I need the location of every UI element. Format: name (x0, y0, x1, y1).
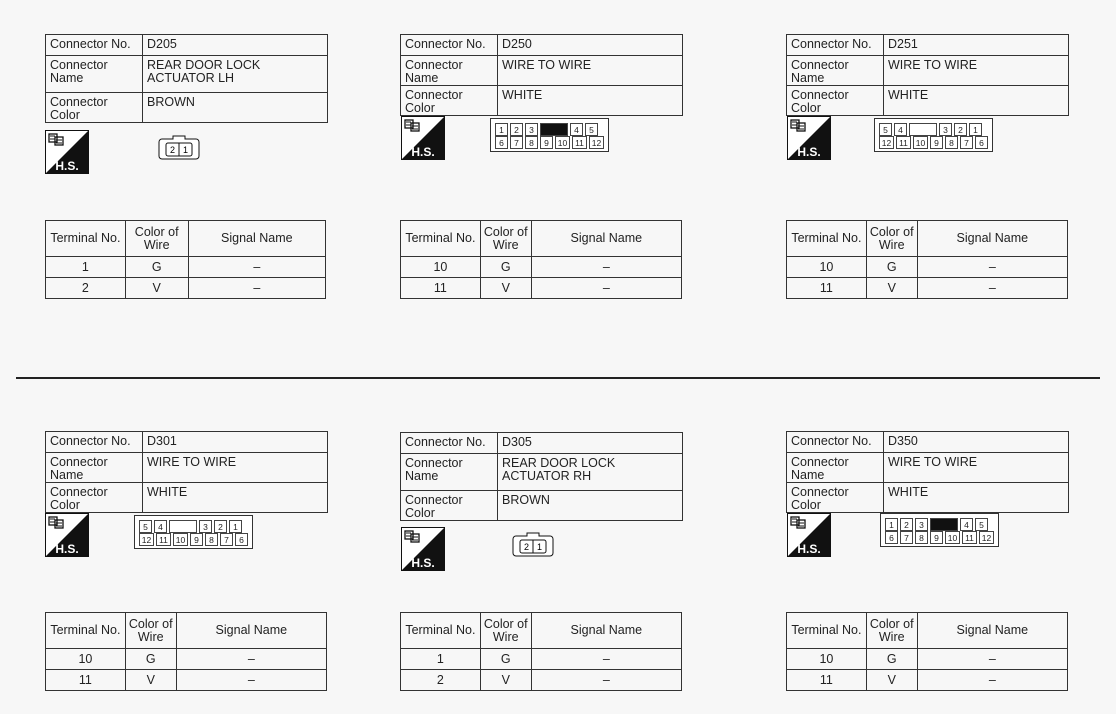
connector-color-label: Connector Color (401, 86, 498, 116)
terminal-no-header: Terminal No. (46, 221, 126, 257)
terminal-no: 10 (787, 649, 867, 670)
connector-name-label: Connector Name (787, 56, 884, 86)
connector-name-label: Connector Name (401, 56, 498, 86)
table-row (787, 670, 1068, 691)
pin-cell: 1 (495, 123, 508, 136)
wire-color-header: Color of Wire (125, 613, 176, 649)
harness-side-icon (45, 513, 89, 557)
pin-cell: 12 (879, 136, 894, 149)
signal-name-header: Signal Name (531, 613, 681, 649)
wire-color: G (480, 257, 531, 278)
signal-name: – (531, 257, 681, 278)
connector-no-value: D251 (884, 35, 1069, 56)
wire-color: G (125, 649, 176, 670)
connector-name-row (401, 454, 683, 491)
signal-name: – (176, 670, 326, 691)
connector-color-label: Connector Color (46, 483, 143, 513)
connector-color-value: BROWN (498, 491, 683, 521)
terminal-table (786, 612, 1068, 691)
signal-name-header: Signal Name (176, 613, 326, 649)
connector-color-value: WHITE (884, 86, 1069, 116)
pin-cell: 10 (913, 136, 928, 149)
connector-name-label: Connector Name (46, 56, 143, 93)
connector-name-value: WIRE TO WIRE (498, 56, 683, 86)
signal-name: – (917, 670, 1067, 691)
pin-cell: 7 (510, 136, 523, 149)
svg-text:H.S.: H.S. (797, 542, 821, 556)
pin-row-bottom (494, 135, 605, 148)
connector-no-label: Connector No. (46, 35, 143, 56)
connector-key-slot (169, 520, 197, 533)
svg-text:H.S.: H.S. (55, 542, 79, 556)
terminal-no: 10 (401, 257, 481, 278)
wire-color: V (480, 670, 531, 691)
pin-label: 2 (523, 542, 530, 552)
signal-name: – (917, 649, 1067, 670)
pin-cell: 10 (173, 533, 188, 546)
connector-color-value: WHITE (498, 86, 683, 116)
table-row (401, 649, 682, 670)
connector-face-12pin (880, 513, 999, 547)
pin-cell: 6 (885, 531, 898, 544)
connector-no-value: D250 (498, 35, 683, 56)
pin-row-bottom (138, 532, 249, 545)
pin-cell: 3 (939, 123, 952, 136)
signal-name: – (531, 670, 681, 691)
connector-color-row (787, 86, 1069, 116)
connector-color-row (787, 483, 1069, 513)
connector-color-value: WHITE (143, 483, 328, 513)
pin-cell: 6 (975, 136, 988, 149)
wire-color: G (480, 649, 531, 670)
connector-key-slot (930, 518, 958, 531)
table-row (46, 649, 327, 670)
terminal-no: 1 (401, 649, 481, 670)
pin-cell: 9 (190, 533, 203, 546)
connector-info-table (786, 34, 1069, 116)
signal-name-header: Signal Name (531, 221, 681, 257)
connector-face-2pin (158, 134, 200, 167)
connector-name-value: WIRE TO WIRE (143, 453, 328, 483)
terminal-table (400, 220, 682, 299)
table-row (401, 670, 682, 691)
pin-cell: 6 (235, 533, 248, 546)
pin-cell: 2 (954, 123, 967, 136)
section-divider (16, 377, 1100, 379)
connector-no-row (401, 433, 683, 454)
signal-name: – (917, 257, 1067, 278)
terminal-table (45, 612, 327, 691)
terminal-table-header (787, 613, 1068, 649)
terminal-no: 11 (401, 278, 481, 299)
terminal-no: 2 (46, 278, 126, 299)
connector-info-table (400, 34, 683, 116)
terminal-table-header (46, 221, 326, 257)
harness-side-icon (787, 513, 831, 557)
pin-cell: 9 (930, 531, 943, 544)
connector-no-value: D350 (884, 432, 1069, 453)
pin-row-bottom (884, 530, 995, 543)
connector-no-row (787, 35, 1069, 56)
terminal-no: 11 (787, 278, 867, 299)
terminal-table (400, 612, 682, 691)
table-row (46, 670, 327, 691)
wire-color-header: Color of Wire (866, 221, 917, 257)
pin-cell: 5 (139, 520, 152, 533)
pin-cell: 7 (900, 531, 913, 544)
connector-color-label: Connector Color (787, 86, 884, 116)
pin-cell: 4 (154, 520, 167, 533)
connector-color-row (46, 93, 328, 123)
connector-no-value: D301 (143, 432, 328, 453)
terminal-no-header: Terminal No. (401, 613, 481, 649)
signal-name: – (188, 278, 325, 299)
wire-color: V (125, 278, 188, 299)
svg-text:H.S.: H.S. (797, 145, 821, 159)
pin-cell: 7 (960, 136, 973, 149)
pin-cell: 6 (495, 136, 508, 149)
terminal-no-header: Terminal No. (401, 221, 481, 257)
signal-name: – (188, 257, 325, 278)
connector-name-row (787, 56, 1069, 86)
terminal-table (786, 220, 1068, 299)
connector-color-label: Connector Color (46, 93, 143, 123)
connector-no-label: Connector No. (46, 432, 143, 453)
connector-no-row (46, 432, 328, 453)
pin-label: 1 (182, 145, 189, 155)
pin-cell: 1 (969, 123, 982, 136)
connector-color-row (401, 86, 683, 116)
pin-cell: 11 (896, 136, 911, 149)
table-row (401, 278, 682, 299)
connector-name-row (46, 56, 328, 93)
terminal-no-header: Terminal No. (787, 221, 867, 257)
connector-name-value: WIRE TO WIRE (884, 56, 1069, 86)
pin-cell: 4 (570, 123, 583, 136)
pin-cell: 9 (540, 136, 553, 149)
terminal-no: 10 (46, 649, 126, 670)
signal-name: – (531, 278, 681, 299)
signal-name: – (917, 278, 1067, 299)
wire-color-header: Color of Wire (480, 613, 531, 649)
wire-color: V (866, 670, 917, 691)
pin-row-top (884, 517, 995, 530)
pin-row-top (878, 122, 989, 135)
pin-row-top (138, 519, 249, 532)
pin-label: 2 (169, 145, 176, 155)
wire-color-header: Color of Wire (125, 221, 188, 257)
connector-face-12pin (490, 118, 609, 152)
table-row (787, 278, 1068, 299)
wire-color: V (866, 278, 917, 299)
pin-cell: 1 (885, 518, 898, 531)
connector-color-label: Connector Color (787, 483, 884, 513)
connector-color-row (401, 491, 683, 521)
pin-cell: 2 (214, 520, 227, 533)
signal-name-header: Signal Name (917, 613, 1067, 649)
table-row (401, 257, 682, 278)
table-row (787, 257, 1068, 278)
pin-cell: 5 (975, 518, 988, 531)
signal-name: – (531, 649, 681, 670)
connector-key-slot (909, 123, 937, 136)
pin-cell: 12 (589, 136, 604, 149)
connector-no-row (787, 432, 1069, 453)
connector-info-table (45, 34, 328, 123)
signal-name-header: Signal Name (917, 221, 1067, 257)
connector-name-label: Connector Name (401, 454, 498, 491)
pin-cell: 10 (945, 531, 960, 544)
pin-cell: 8 (525, 136, 538, 149)
svg-text:H.S.: H.S. (55, 159, 79, 173)
signal-name: – (176, 649, 326, 670)
connector-name-label: Connector Name (787, 453, 884, 483)
pin-cell: 2 (510, 123, 523, 136)
connector-face-12pin (134, 515, 253, 549)
pin-cell: 3 (915, 518, 928, 531)
connector-name-value: REAR DOOR LOCK ACTUATOR LH (143, 56, 328, 93)
pin-cell: 8 (945, 136, 958, 149)
wire-color: G (125, 257, 188, 278)
pin-cell: 8 (205, 533, 218, 546)
table-row (46, 278, 326, 299)
connector-info-table (400, 432, 683, 521)
pin-cell: 12 (139, 533, 154, 546)
pin-cell: 7 (220, 533, 233, 546)
terminal-table-header (401, 221, 682, 257)
wire-color: G (866, 649, 917, 670)
wire-color: V (125, 670, 176, 691)
connector-name-row (787, 453, 1069, 483)
connector-no-row (46, 35, 328, 56)
connector-no-label: Connector No. (401, 433, 498, 454)
pin-cell: 5 (585, 123, 598, 136)
terminal-table-header (46, 613, 327, 649)
connector-name-value: REAR DOOR LOCK ACTUATOR RH (498, 454, 683, 491)
terminal-table (45, 220, 326, 299)
pin-cell: 5 (879, 123, 892, 136)
connector-info-table (45, 431, 328, 513)
harness-side-icon (401, 116, 445, 160)
wire-color: G (866, 257, 917, 278)
pin-cell: 3 (199, 520, 212, 533)
wire-color-header: Color of Wire (480, 221, 531, 257)
connector-color-label: Connector Color (401, 491, 498, 521)
connector-no-value: D305 (498, 433, 683, 454)
pin-row-top (494, 122, 605, 135)
signal-name-header: Signal Name (188, 221, 325, 257)
harness-side-icon (45, 130, 89, 174)
pin-cell: 8 (915, 531, 928, 544)
terminal-no: 2 (401, 670, 481, 691)
connector-face-2pin (512, 531, 554, 564)
pin-cell: 4 (960, 518, 973, 531)
connector-face-12pin (874, 118, 993, 152)
pin-cell: 1 (229, 520, 242, 533)
terminal-no: 1 (46, 257, 126, 278)
connector-color-row (46, 483, 328, 513)
harness-side-icon (401, 527, 445, 571)
wire-color: V (480, 278, 531, 299)
terminal-table-header (787, 221, 1068, 257)
connector-no-label: Connector No. (787, 432, 884, 453)
pin-cell: 3 (525, 123, 538, 136)
connector-key-slot (540, 123, 568, 136)
pin-cell: 11 (962, 531, 977, 544)
connector-no-value: D205 (143, 35, 328, 56)
terminal-no: 11 (46, 670, 126, 691)
terminal-no: 10 (787, 257, 867, 278)
connector-no-label: Connector No. (401, 35, 498, 56)
table-row (46, 257, 326, 278)
pin-cell: 11 (156, 533, 171, 546)
pin-cell: 9 (930, 136, 943, 149)
connector-info-table (786, 431, 1069, 513)
pin-row-bottom (878, 135, 989, 148)
pin-cell: 10 (555, 136, 570, 149)
connector-no-row (401, 35, 683, 56)
connector-color-value: BROWN (143, 93, 328, 123)
wire-color-header: Color of Wire (866, 613, 917, 649)
pin-cell: 11 (572, 136, 587, 149)
svg-text:H.S.: H.S. (411, 556, 435, 570)
connector-name-label: Connector Name (46, 453, 143, 483)
pin-cell: 12 (979, 531, 994, 544)
terminal-no-header: Terminal No. (787, 613, 867, 649)
harness-side-icon (787, 116, 831, 160)
pin-cell: 4 (894, 123, 907, 136)
terminal-no: 11 (787, 670, 867, 691)
terminal-no-header: Terminal No. (46, 613, 126, 649)
table-row (787, 649, 1068, 670)
connector-color-value: WHITE (884, 483, 1069, 513)
connector-name-value: WIRE TO WIRE (884, 453, 1069, 483)
terminal-table-header (401, 613, 682, 649)
pin-cell: 2 (900, 518, 913, 531)
pin-label: 1 (536, 542, 543, 552)
connector-no-label: Connector No. (787, 35, 884, 56)
connector-name-row (401, 56, 683, 86)
svg-text:H.S.: H.S. (411, 145, 435, 159)
connector-name-row (46, 453, 328, 483)
